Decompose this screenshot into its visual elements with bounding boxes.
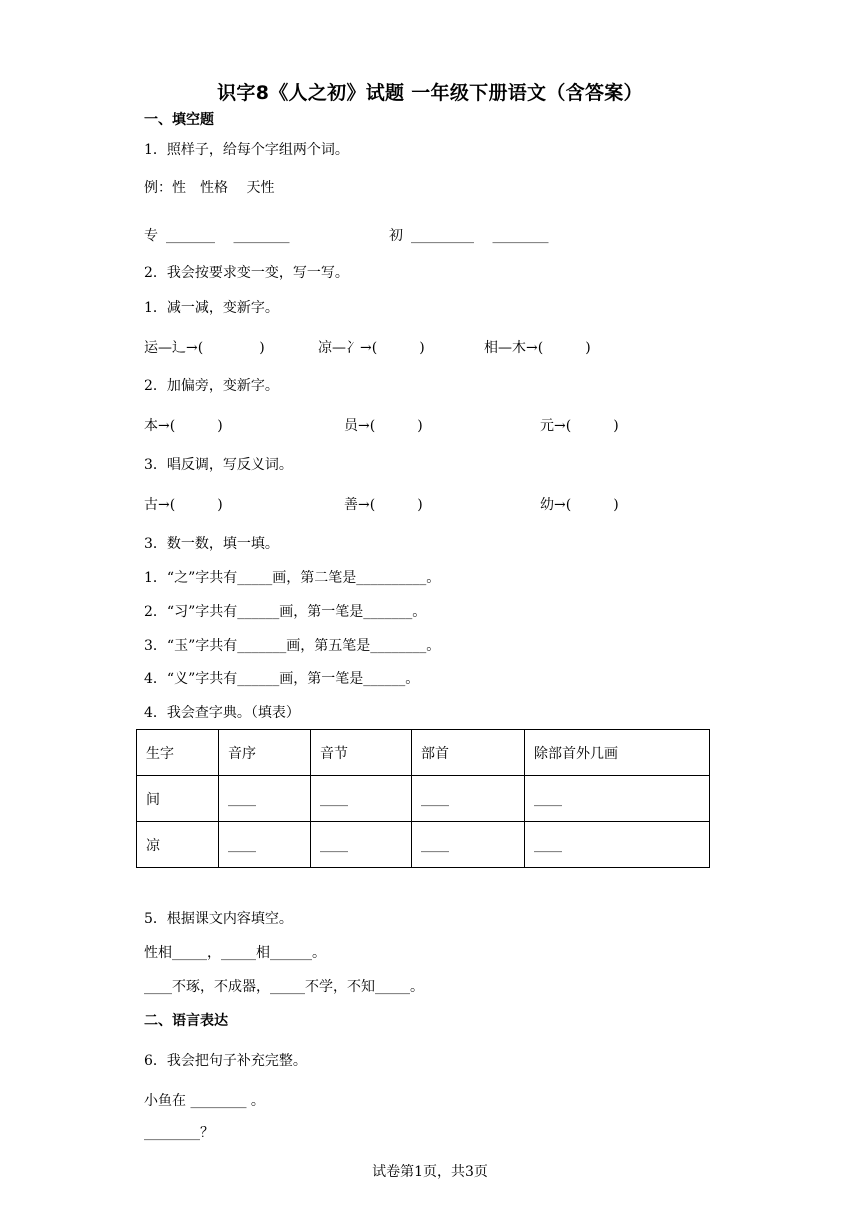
- page-footer: 试卷第1页，共3页: [372, 1164, 488, 1180]
- question-6-line-2[interactable]: ________？: [144, 1125, 214, 1141]
- table-header-row: [137, 730, 710, 776]
- table-cell-blank[interactable]: ____: [525, 776, 710, 822]
- table-header-cell: 除部首外几画: [525, 730, 710, 776]
- question-5-line-2[interactable]: ____不琢，不成器，_____不学，不知_____。: [144, 979, 424, 995]
- question-2-sub-2-item[interactable]: 本→( ): [144, 418, 223, 434]
- question-4-prompt: 4．我会查字典。（填表）: [144, 705, 300, 721]
- table-cell-blank[interactable]: ____: [525, 822, 710, 868]
- table-header-cell: 音序: [219, 730, 311, 776]
- table-cell-char: 凉: [137, 822, 219, 868]
- question-2-sub-1-item[interactable]: 凉—冫→( ): [318, 340, 425, 356]
- table-header-cell: 生字: [137, 730, 219, 776]
- question-3-line[interactable]: 4．“义”字共有______画，第一笔是______。: [144, 671, 420, 687]
- question-2-sub-1-item[interactable]: 运—辶→( ): [144, 340, 265, 356]
- question-3-line[interactable]: 1．“之”字共有_____画，第二笔是__________。: [144, 570, 441, 586]
- table-cell-blank[interactable]: ____: [219, 776, 311, 822]
- question-6-line-1[interactable]: 小鱼在 ________ 。: [144, 1093, 265, 1109]
- table-cell-blank[interactable]: ____: [311, 822, 412, 868]
- page-title: 识字8《人之初》试题 一年级下册语文（含答案）: [217, 82, 643, 104]
- question-1-example: 例：性 性格 天性: [144, 180, 275, 196]
- table-cell-blank[interactable]: ____: [311, 776, 412, 822]
- question-2-sub-3-item[interactable]: 古→( ): [144, 497, 223, 513]
- question-1-blanks-2[interactable]: _________ ________: [411, 228, 549, 244]
- table-header-cell: 音节: [311, 730, 412, 776]
- question-5-line-1[interactable]: 性相_____，_____相______。: [144, 945, 326, 961]
- question-2-sub-2: 2．加偏旁，变新字。: [144, 378, 279, 394]
- question-2-sub-1: 1．减一减，变新字。: [144, 300, 279, 316]
- question-2-sub-3: 3．唱反调，写反义词。: [144, 457, 293, 473]
- question-2-sub-3-item[interactable]: 善→( ): [344, 497, 423, 513]
- table-cell-blank[interactable]: ____: [412, 776, 525, 822]
- table-header-cell: 部首: [412, 730, 525, 776]
- question-2-sub-2-item[interactable]: 员→( ): [344, 418, 423, 434]
- table-cell-blank[interactable]: ____: [412, 822, 525, 868]
- table-row: [137, 776, 710, 822]
- table-cell-char: 间: [137, 776, 219, 822]
- question-2-sub-1-item[interactable]: 相—木→( ): [484, 340, 591, 356]
- question-2-sub-3-item[interactable]: 幼→( ): [540, 497, 619, 513]
- question-2-prompt: 2．我会按要求变一变，写一写。: [144, 265, 349, 281]
- question-3-prompt: 3．数一数，填一填。: [144, 536, 279, 552]
- question-1-char-2: 初: [389, 228, 403, 244]
- question-1-blanks-1[interactable]: _______ ________: [166, 228, 290, 244]
- question-2-sub-2-item[interactable]: 元→( ): [540, 418, 619, 434]
- section-heading-language-expression: 二、语言表达: [144, 1013, 228, 1029]
- question-1-char-1: 专: [144, 228, 158, 244]
- section-heading-fill-blanks: 一、填空题: [144, 112, 214, 128]
- question-5-prompt: 5．根据课文内容填空。: [144, 911, 293, 927]
- dictionary-table: [136, 729, 710, 868]
- question-3-line[interactable]: 3．“玉”字共有_______画，第五笔是________。: [144, 638, 441, 654]
- question-3-line[interactable]: 2．“习”字共有______画，第一笔是_______。: [144, 604, 427, 620]
- table-cell-blank[interactable]: ____: [219, 822, 311, 868]
- question-6-prompt: 6．我会把句子补充完整。: [144, 1053, 307, 1069]
- question-1-prompt: 1．照样子，给每个字组两个词。: [144, 142, 349, 158]
- table-row: [137, 822, 710, 868]
